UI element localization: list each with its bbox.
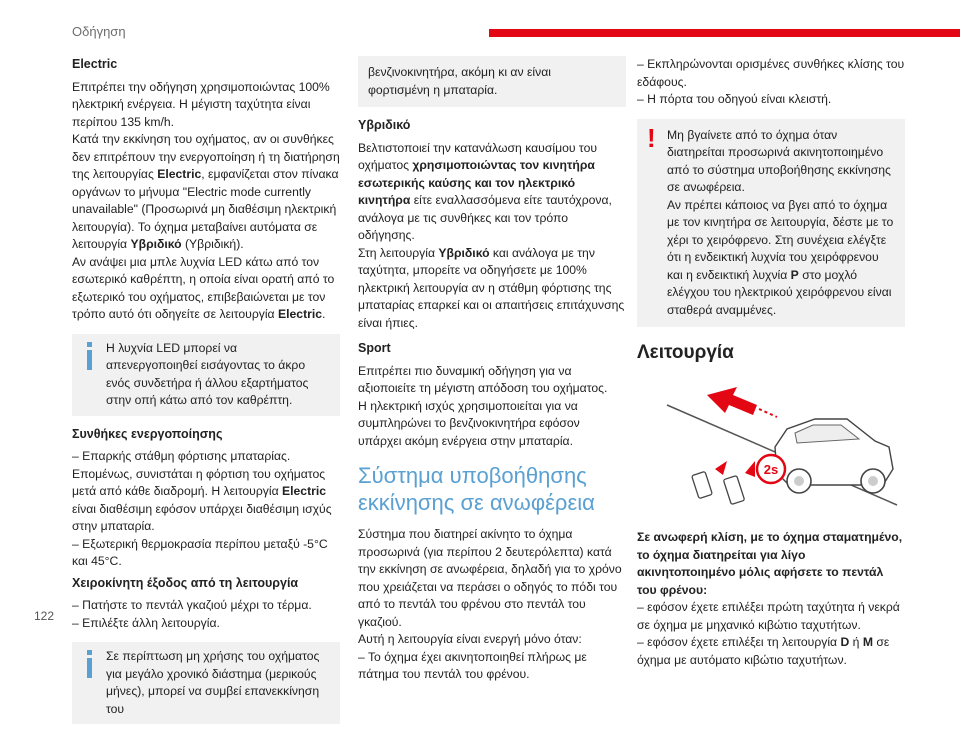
- hybrid-heading: Υβριδικό: [358, 118, 411, 132]
- column-2: [358, 56, 626, 684]
- activation-conditions-heading: Συνθήκες ενεργοποίησης: [72, 426, 223, 441]
- condition-item-1: – Επαρκής στάθμη φόρτισης μπαταρίας. Επομένως, συνιστάται η φόρτιση του οχήματος μετά από κάθε διαδρομή. Η λειτουργία Electric είναι διαθέσιμη εφόσον υπάρχει διαθέσιμη ισχύς στην μπαταρία.: [72, 449, 332, 533]
- electric-paragraph-2: Κατά την εκκίνηση του οχήματος, αν οι συνθήκες δεν επιτρέπουν την ενεργοποίηση ή τη διατήρηση της λειτουργίας Electric, εμφανίζεται στον πίνακα οργάνων το μήνυμα "Electric mode currently unavailable" (Προσωρινά μη διαθέσιμη ηλεκτρική λειτουργία). Το όχημα μεταβαίνει αυτόματα σε λειτουργία Υβριδικό (Υβριδική).: [72, 132, 340, 251]
- hill-start-paragraph-3: – Το όχημα έχει ακινητοποιηθεί πλήρως με πάτημα του πεντάλ του φρένου.: [358, 649, 587, 681]
- column-1: [72, 56, 340, 734]
- warning-text-2: Αν πρέπει κάποιος να βγει από το όχημα με τον κινητήρα σε λειτουργία, δέστε με το χέρι το χειρόφρενο. Στη συνέχεια ελέγξτε ότι η ενδεικτική λυχνία του χειρόφρενου και η ενδεικτική λυχνία P στο μοχλό ελέγχου του ηλεκτρικού χειρόφρενου είναι σταθερά αναμμένες.: [667, 197, 894, 317]
- info-note-led: [72, 334, 340, 416]
- info-note-continued-text: βενζινοκινητήρα, ακόμη κι αν είναι φορτισμένη η μπαταρία.: [368, 65, 551, 97]
- header-section-title: Οδήγηση: [72, 24, 126, 39]
- hill-start-paragraph-1: Σύστημα που διατηρεί ακίνητο το όχημα προσωρινά (για περίπου 2 δευτερόλεπτα) κατά την εκκίνηση σε ανωφέρεια, δηλαδή για το χρόνο που χρειάζεται να περάσει ο οδηγός το πόδι του από το πεντάλ του φρένου στο πεντάλ του γκαζιού.: [358, 527, 622, 629]
- operation-heading: Λειτουργία: [637, 342, 734, 363]
- hybrid-paragraph-1: Βελτιστοποιεί την κατανάλωση καυσίμου του οχήματος χρησιμοποιώντας τον κινητήρα εσωτερικής καύσης και τον ηλεκτρικό κινητήρα είτε εναλλασσόμενα είτε ταυτόχρονα, ανάλογα με τις συνθήκες και τον τρόπο οδήγησης.: [358, 140, 612, 242]
- manual-exit-heading: Χειροκίνητη έξοδος από τη λειτουργία: [72, 575, 299, 590]
- exit-item-1: – Πατήστε το πεντάλ γκαζιού μέχρι το τέρμα.: [72, 598, 312, 612]
- backward-arrow-icon: [707, 387, 777, 417]
- info-note-restart-text: Σε περίπτωση μη χρήσης του οχήματος για μεγάλο χρονικό διάστημα (μερικούς μήνες), μπορεί να συμβεί επανεκκίνηση του: [106, 649, 320, 716]
- exit-item-2: – Επιλέξτε άλλη λειτουργία.: [72, 615, 220, 630]
- info-note-continued: [358, 56, 626, 107]
- operation-paragraph-1: Σε ανωφερή κλίση, με το όχημα σταματημένο, το όχημα διατηρείται για λίγο ακινητοποιημένο μόλις αφήσετε το πεντάλ του φρένου:: [637, 530, 903, 597]
- operation-item-1: – εφόσον έχετε επιλέξει πρώτη ταχύτητα ή νεκρά σε όχημα με μηχανικό κιβώτιο ταχυτήτων.: [637, 600, 900, 632]
- hill-start-heading: Σύστημα υποβοήθησης εκκίνησης σε ανωφέρεια: [358, 463, 595, 515]
- condition-item-2: – Εξωτερική θερμοκρασία περίπου μεταξύ -5°C και 45°C.: [72, 536, 328, 568]
- sport-paragraph-2: Η ηλεκτρική ισχύς χρησιμοποιείται για να συμπληρώνει το βενζινοκινητήρα εφόσον υπάρχει ακόμη ενέργεια στην μπαταρία.: [358, 398, 580, 448]
- sport-paragraph-1: Επιτρέπει πιο δυναμική οδήγηση για να αξιοποιείτε τη μέγιστη απόδοση του οχήματος.: [358, 363, 608, 395]
- operation-item-2: – εφόσον έχετε επιλέξει τη λειτουργία D ή M σε όχημα με αυτόματο κιβώτιο ταχυτήτων.: [637, 635, 890, 667]
- warning-icon: !: [647, 122, 656, 153]
- hill-start-paragraph-2: Αυτή η λειτουργία είναι ενεργή μόνο όταν:: [358, 632, 582, 646]
- electric-paragraph-1: Επιτρέπει την οδήγηση χρησιμοποιώντας 100% ηλεκτρική ενέργεια. Η μέγιστη ταχύτητα είναι περίπου 135 km/h.: [72, 79, 330, 129]
- condition-continued-2: – Η πόρτα του οδηγού είναι κλειστή.: [637, 92, 832, 106]
- electric-heading: Electric: [72, 57, 118, 71]
- page-number: 122: [34, 609, 55, 623]
- timer-badge-icon: [757, 455, 785, 483]
- warning-note: [637, 119, 905, 328]
- hybrid-paragraph-2: Στη λειτουργία Υβριδικό και ανάλογα με την ταχύτητα, μπορείτε να οδηγήσετε με 100% ηλεκτρική λειτουργία αν η στάθμη φόρτισης της μπαταρίας επαρκεί και οι απαιτήσεις επιτάχυνσης είναι ήπιες.: [358, 245, 625, 330]
- info-note-restart: [72, 642, 340, 724]
- pedal-icon: [692, 461, 755, 505]
- timer-badge-label: 2s: [763, 462, 779, 477]
- condition-continued-1: – Εκπληρώνονται ορισμένες συνθήκες κλίσης του εδάφους.: [637, 57, 905, 89]
- hill-start-illustration: [637, 377, 905, 517]
- info-icon: [82, 342, 97, 370]
- warning-text-1: Μη βγαίνετε από το όχημα όταν διατηρείται προσωρινά ακινητοποιημένο από το σύστημα υποβοήθησης εκκίνησης σε ανωφέρεια.: [667, 127, 891, 194]
- info-note-led-text: Η λυχνία LED μπορεί να απενεργοποιηθεί εισάγοντας το άκρο ενός συνδετήρα ή άλλου εξαρτήματος στην οπή κάτω από τον καθρέπτη.: [106, 340, 309, 407]
- car-icon: [775, 419, 893, 493]
- sport-heading: Sport: [358, 341, 391, 355]
- info-icon: [82, 650, 97, 678]
- column-3: [637, 56, 905, 669]
- header-accent-bar: [489, 29, 960, 37]
- electric-paragraph-3: Αν ανάψει μια μπλε λυχνία LED κάτω από τον εσωτερικό καθρέπτη, η οποία είναι ορατή από το εξωτερικό του οχήματος, επιβεβαιώνεται με τον τρόπο αυτό ότι οδηγείτε σε λειτουργία Electric.: [72, 254, 335, 321]
